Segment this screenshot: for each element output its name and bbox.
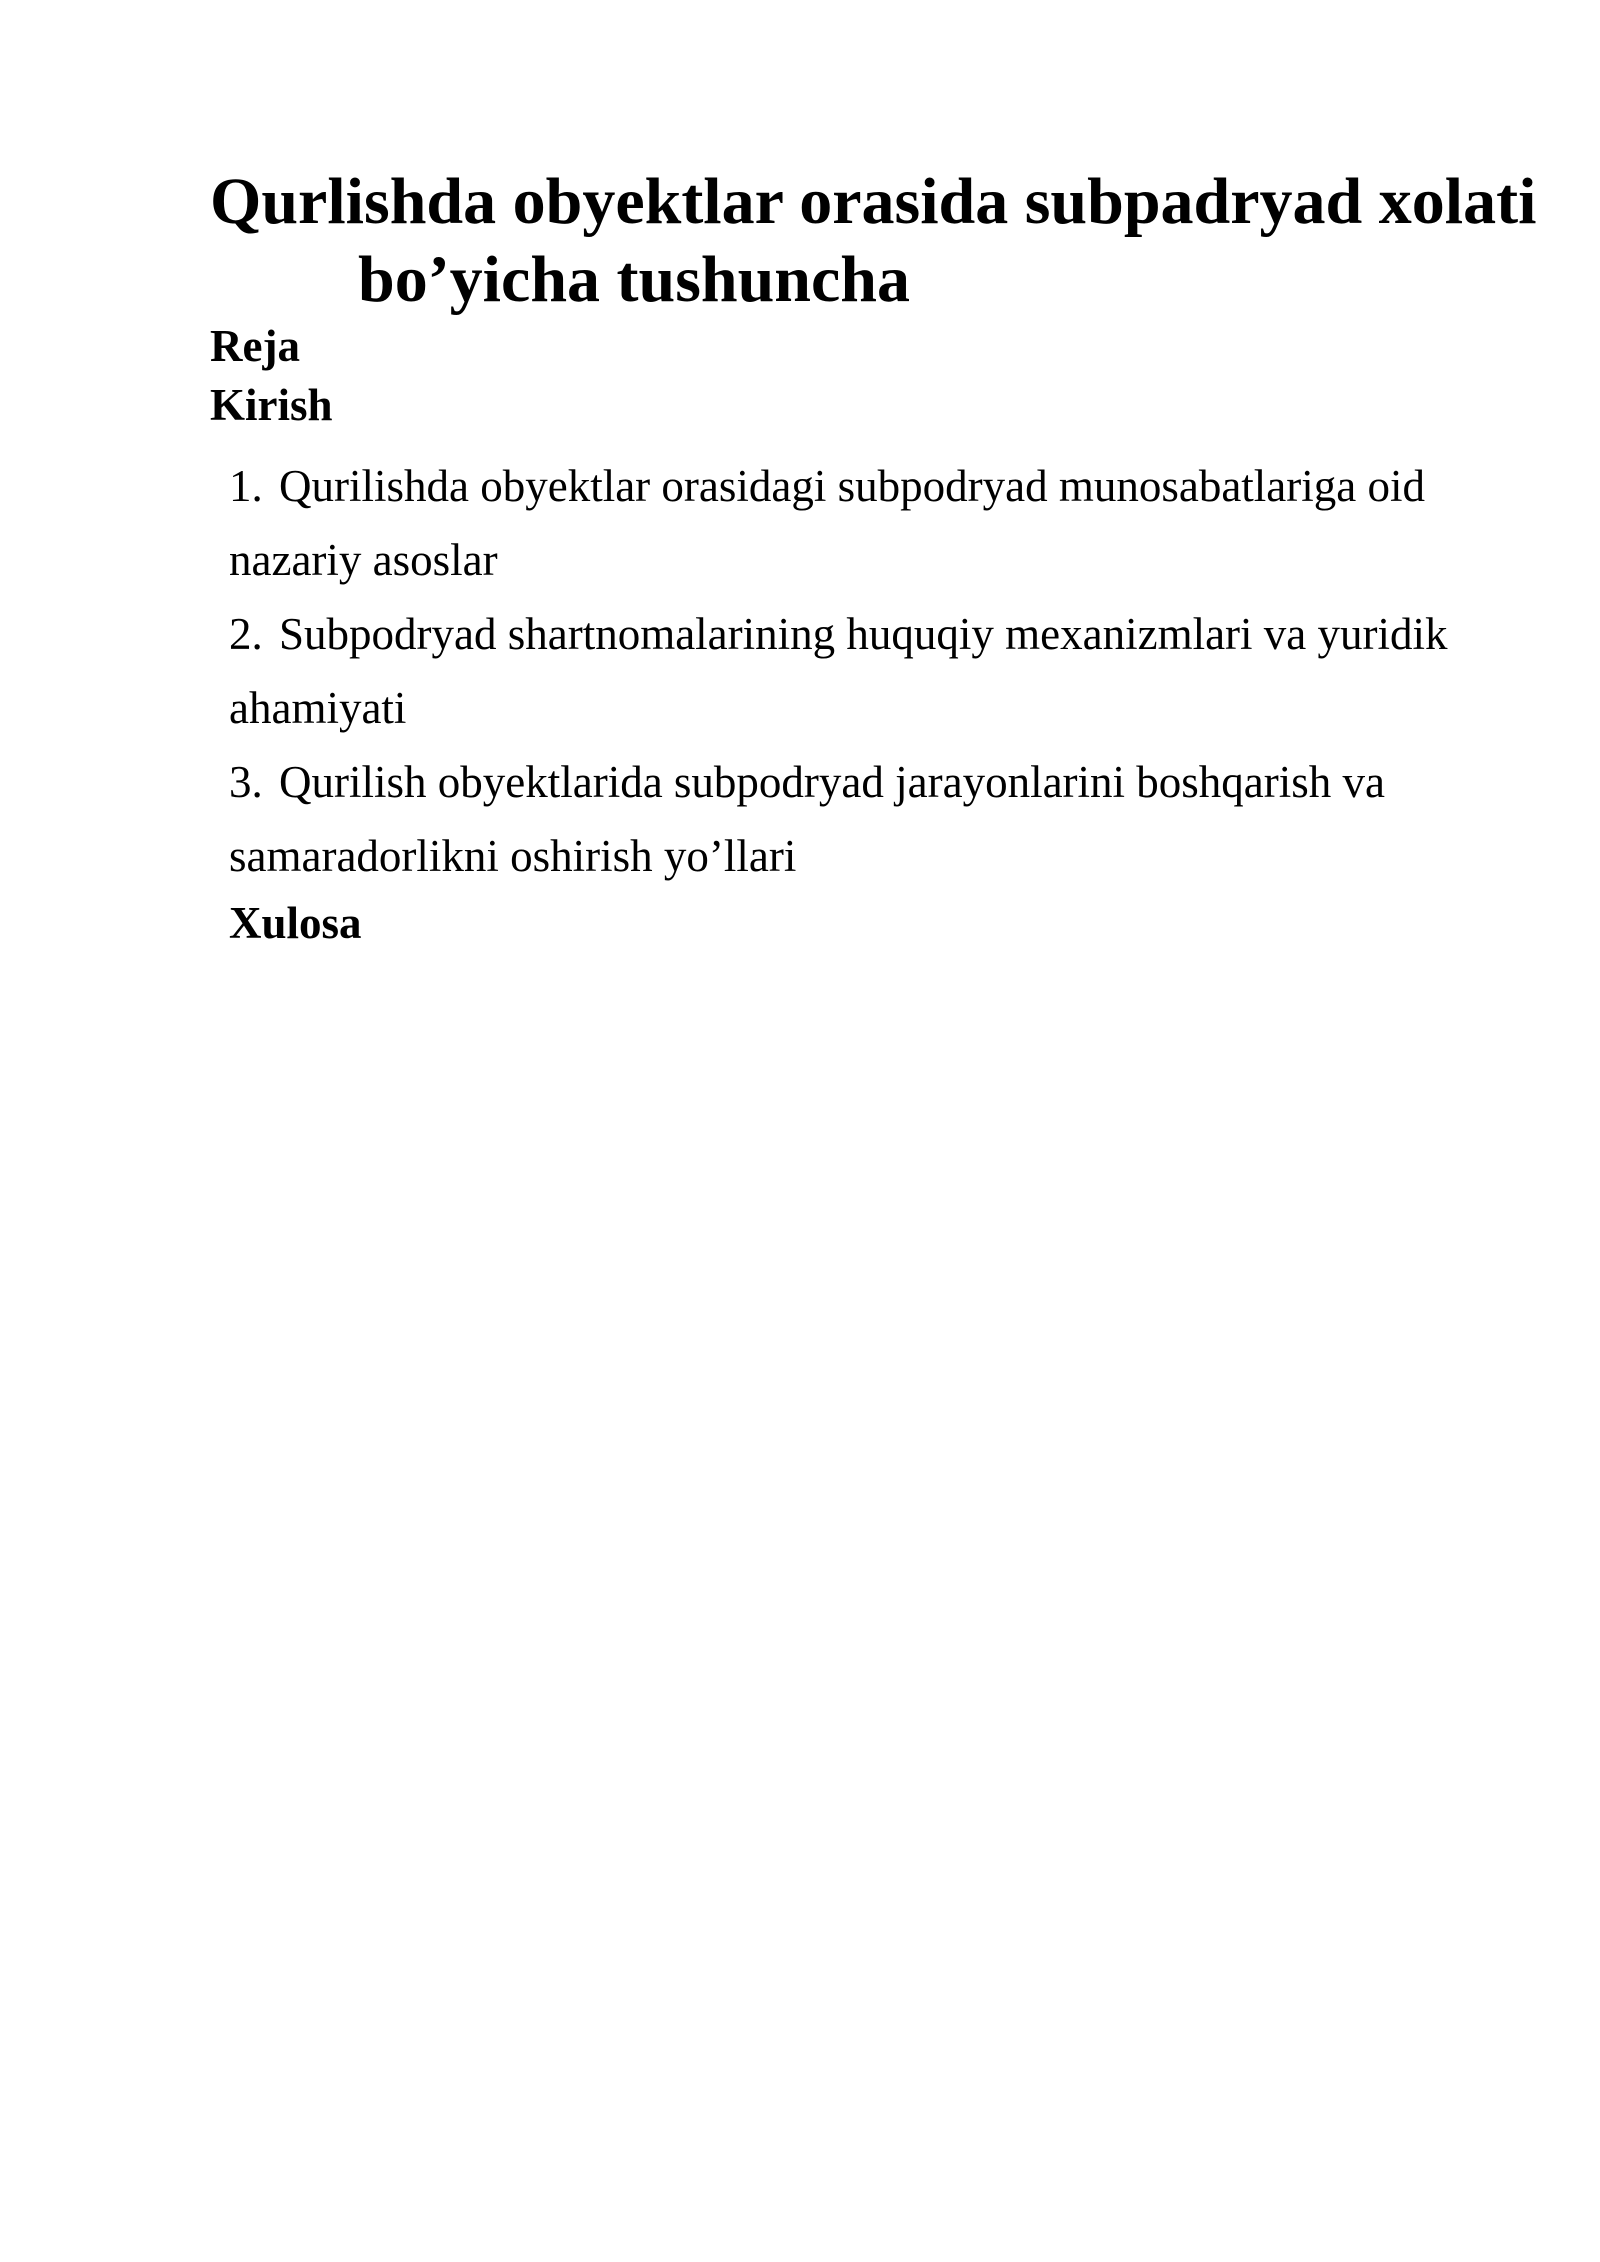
plan-item-2-text-line-2: ahamiyati (229, 683, 407, 733)
plan-item-1 (229, 449, 1529, 597)
plan-item-3-text-line-1: Qurilish obyektlarida subpodryad jarayonlarini boshqarish va (279, 757, 1385, 807)
plan-list (229, 449, 1529, 893)
plan-item-3-text-line-2: samaradorlikni oshirish yo’llari (229, 831, 797, 881)
plan-item-1-text-line-2: nazariy asoslar (229, 535, 498, 585)
plan-item-2-text-line-1: Subpodryad shartnomalarining huquqiy mexanizmlari va yuridik (279, 609, 1448, 659)
plan-item-2 (229, 597, 1529, 745)
plan-item-1-first-line (229, 449, 1529, 523)
document-title (210, 163, 1537, 319)
plan-item-1-number: 1. (229, 461, 263, 511)
document-title-line-1: Qurlishda obyektlar orasida subpadryad xolati (210, 165, 1537, 238)
plan-item-1-text-line-1: Qurilishda obyektlar orasidagi subpodryad munosabatlariga oid (279, 461, 1425, 511)
plan-item-3-number: 3. (229, 757, 263, 807)
introduction-heading: Kirish (210, 380, 333, 430)
document-title-line-2: bo’yicha tushuncha (358, 243, 911, 316)
plan-item-3-first-line (229, 745, 1529, 819)
plan-item-3 (229, 745, 1529, 893)
plan-item-2-number: 2. (229, 609, 263, 659)
plan-item-2-first-line (229, 597, 1529, 671)
conclusion-heading: Xulosa (229, 898, 362, 948)
plan-heading: Reja (210, 321, 300, 371)
